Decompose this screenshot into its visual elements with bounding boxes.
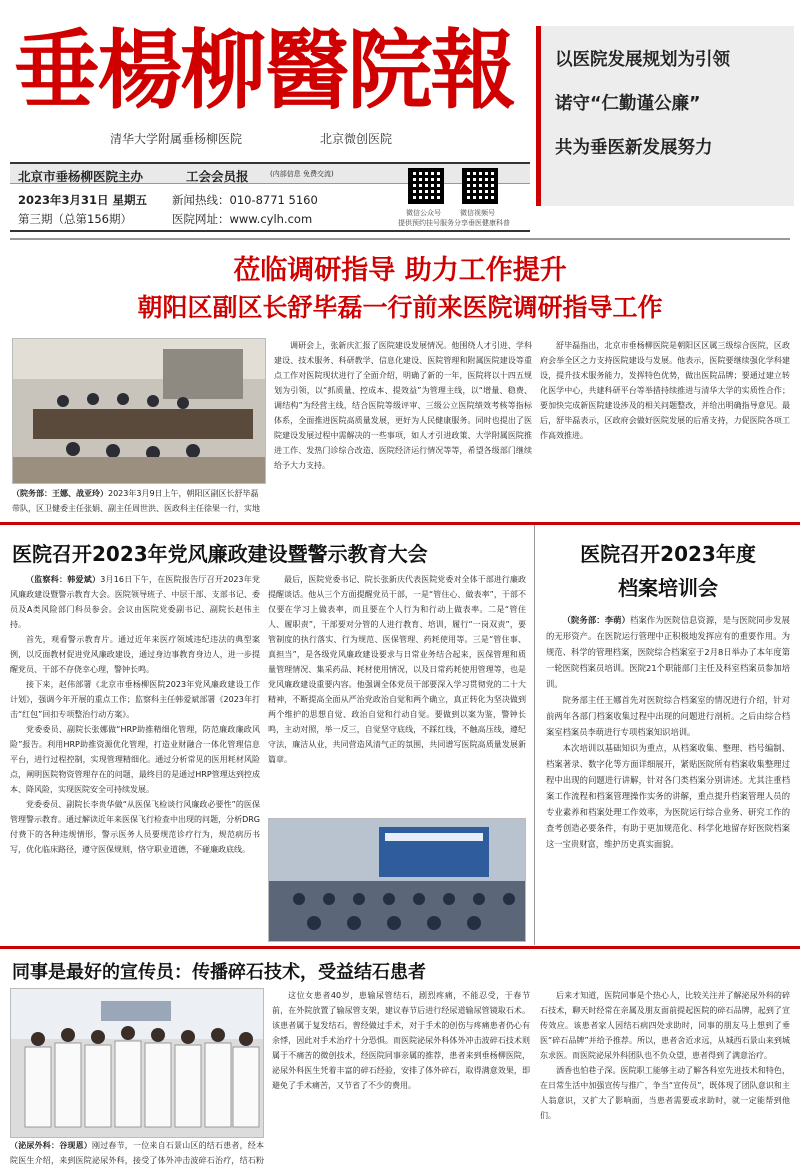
issue-number: 第三期（总第156期） <box>18 212 132 226</box>
article3-credit: （院务部：李萌） <box>562 615 631 625</box>
article4-headline: 同事是最好的宣传员：传播碎石技术，受益结石患者 <box>12 962 426 983</box>
qr2-caption2: 分享垂医健康科普 <box>454 219 510 227</box>
slogan-line-3: 共为垂医新发展努力 <box>555 138 713 158</box>
article3-paragraph-3: 本次培训以基础知识为重点，从档案收集、整理、档号编制、档案著录、数字化等方面详细展开，紧贴医院所有档案收集整理过程中出现的问题进行讲解，针对各门类档案分别讲述。尤其注重档案工作流程和档案管理操作实务的讲解，重点提升档案管理人员的专业素养和档案处理工作效率，为医院运行综合业务、研究工作的查考创造必要条件，有助于更加规范化、科学化地留存好医院档案这一宝贵财富，维护历史真实面貌。 <box>546 743 790 849</box>
auditorium-image <box>269 819 526 942</box>
article2-paragraph-5: 党委委员、副院长李贵华做“从医保飞检谈行风廉政必要性”的医保管理警示教育。通过解读近年来医保飞行检查中出现的问题，分析DRG付费下的各种违规情形，警示医务人员要规范诊疗行为，规范病历书写，优化临床路径，遵守医保规则，恪守职业道德，不碰廉政底线。 <box>10 800 260 854</box>
column-divider <box>534 525 535 945</box>
lead-photo <box>12 338 266 484</box>
wechat-account-qr-icon <box>408 168 444 204</box>
slogan-line-1: 以医院发展规划为引领 <box>555 50 730 70</box>
article4-column-3 <box>540 988 790 1168</box>
host-right: 北京微创医院 <box>320 132 393 146</box>
divider <box>10 238 790 240</box>
article4-column-2 <box>272 988 530 1168</box>
article3-body <box>546 612 790 942</box>
lead-paragraph-3: 舒毕磊指出，北京市垂杨柳医院是朝阳区区属三级综合医院，区政府会举全区之力支持医院建设与发展。他表示，医院要继续强化学科建设，提升技术服务能力，发挥特色优势，做出医院品牌；要通过建立转化医学中心，共建科研平台等举措持续推进与清华大学的实质性合作；要加快完成新医院建设涉及的相关问题整改，并给出明确指导意见。最后，舒毕磊表示，区政府会做好医院发展的后盾支持，力促医院各项工作高效推进。 <box>540 341 790 440</box>
lead-caption <box>12 486 266 516</box>
slogan-line-2: 诺守“仁勤谨公廉” <box>555 94 701 114</box>
article4-caption <box>10 1138 264 1168</box>
article3-paragraph-2: 院务部主任王娜首先对医院综合档案室的情况进行介绍，针对前两年各部门档案收集过程中出现的问题进行剖析。之后由综合档案室档案员李萌进行专项档案知识培训。 <box>546 695 790 737</box>
article3-headline-1: 医院召开2023年度 <box>580 542 756 566</box>
union-note: (内部信息 免费交流) <box>270 170 334 178</box>
lead-caption-text: 2023年3月9日上午，朝阳区副区长舒毕磊带队，区卫健委主任张娟、副主任周世洪、医政科主任徐果一行，实地 <box>12 489 260 513</box>
masthead <box>0 0 800 237</box>
article2-column-2 <box>268 572 526 812</box>
meeting-room-image <box>13 339 266 484</box>
union-paper: 工会会员报 <box>186 169 249 184</box>
article2-headline: 医院召开2023年党风廉政建设暨警示教育大会 <box>12 542 428 566</box>
article2-paragraph-1: 3月16日下午，在医院报告厅召开2023年党风廉政建设暨警示教育大会。医院领导班子、中层干部、支部书记、委员及A类风险部门科员参会。会议由医院党委副书记、副院长赵伟主持。 <box>10 575 260 629</box>
qr1-caption1: 微信公众号 <box>406 209 441 217</box>
article2-paragraph-3: 接下来，赵伟部署《北京市垂杨柳医院2023年党风廉政建设工作计划》，强调今年开展的重点工作；监察科主任韩爱斌部署《2023年打击“红包”回扣专项整治行动方案》。 <box>10 680 260 719</box>
article4-paragraph-2: 这位女患者40岁，患输尿管结石，剧烈疼痛，不能忍受，于春节前，在外院放置了输尿管支架，建议春节后进行经尿道输尿管镜取石术。该患者属于复发结石，曾经做过手术，对于手术的创伤与疼痛患者仍心有余悸，因此对手术治疗十分恐惧。而医院泌尿外科体外冲击波碎石技术则属于不痛苦的微创技术，经医院同事亲属的推荐，患者来到垂杨柳医院，泌尿外科医生凭着丰富的碎石经验，安排了体外碎石，取得满意效果，即避免了手术痛苦，又节省了不少的费用。 <box>272 991 530 1090</box>
article4-paragraph-4: 酒香也怕巷子深。医院职工能够主动了解各科室先进技术和特色，在日常生活中加强宣传与推广，争当“宣传员”，既体现了团队意识和主人翁意识，又扩大了影响面，当患者需要或求助时，就一定能帮到他们。 <box>540 1066 790 1120</box>
host-line <box>30 130 520 154</box>
lead-column-3 <box>540 338 790 518</box>
lead-headline-2: 朝阳区副区长舒毕磊一行前来医院调研指导工作 <box>137 293 663 322</box>
lead-paragraph-2: 调研会上，张新庆汇报了医院建设发展情况。他围绕人才引进、学科建设、技术服务、科研教学、信息化建设、医院管理和附属医院建设等重点工作对医院现状进行了全面介绍，明确了新的一年，医院将以十四五规划为引领，以“抓质量、控成本、提效益”为管理主线，以“增量、稳费、调结构”为经营主线，结合医院等级评审、三级公立医院绩效考核等指标体系，全面推进医院高质量发展，更好为人民健康服务。同时也提出了医院建设发展过程中需解决的一些事项，如人才引进政策、大学附属医院推进工作、发热门诊综合改造、医院经济运行情况等等，希望各级部门继续给予大力支持。 <box>274 341 532 470</box>
issue-date: 2023年3月31日 星期五 <box>18 193 148 207</box>
article4-paragraph-1-start: 刚过春节，一位来自石景山区的结石患者，经本院医生介绍，来到医院泌尿外科，接受了体外冲击波碎石治疗，结石粉 <box>10 1141 264 1165</box>
article2-paragraph-6: 最后，医院党委书记、院长张新庆代表医院党委对全体干部进行廉政提醒谈话。他从三个方面提醒党员干部，一是“管住心、做表率”，干部不仅要在学习上做表率，而且要在个人行为和行动上做表率。二是“管住人、履职责”，干部要对分管的人进行教育、培训，履行“一岗双责”，要管制度的执行落实、行为规范、医保管理、药耗使用等。三是“管住事、真担当”，是各级党风廉政建设要求与日常业务结合起来，医保管理和质量管理情况、集采药品、耗材使用情况，以及日常药耗使用管理等，也是党风廉政建设重要内容。他强调全体党员干部要深入学习贯彻党的二十大精神，不断提高全面从严治党政治自觉和两个确立，真正转化为坚决做到两个维护的思想自觉、政治自觉和行动自觉。要做到以案为鉴，警钟长鸣，主动对照，举一反三，自觉坚守底线，不踩红线，不触高压线，遵纪守法，廉洁从业，共同营造风清气正的氛围，共同谱写医院高质量发展新篇章。 <box>268 575 526 764</box>
hospital-website: 医院网址：www.cylh.com <box>172 212 313 226</box>
host-left: 清华大学附属垂杨柳医院 <box>110 132 243 146</box>
article3-headline-2: 档案培训会 <box>618 576 718 600</box>
news-hotline: 新闻热线：010-8771 5160 <box>172 193 318 207</box>
section-rule-2 <box>0 946 800 949</box>
article4-paragraph-3: 后来才知道，医院同事是个热心人，比较关注并了解泌尿外科的碎石技术，聊天时经常在亲属及朋友面前提起医院的碎石品牌，起到了宣传效应。该患者家人因结石病四处求助时，同事的朋友马上想到了垂医“碎石品牌”并给予推荐。所以，患者舍近求远，从城西石景山来到城东求医。而医院泌尿外科团队也不负众望，患者得到了满意治疗。 <box>540 991 790 1060</box>
article3-paragraph-1: 档案作为医院信息资源，是与医院同步发展的无形资产。在医院运行管理中正积极地发挥应有的重要作用。为规范、科学的管理档案，医院综合档案室于2月8日举办了本年度第一轮医院档案员培训。医院21个职能部门主任及科室档案员参加培训。 <box>546 615 790 689</box>
article2-paragraph-4: 党委委员、副院长张娜做“HRP助推精细化管理，防范廉政廉政风险”报告。利用HRP助推资源优化管理，打造业财融合一体化管理信息平台，进行过程控制，实现管理精细化。通过分析常见的医用耗材风险点，阐明医院物资管理存在的问题，最终目的是通过HRP管理达到控成本、降风险，实现医院安全可持续发展。 <box>10 725 260 794</box>
lead-caption-credit: （院务部：王娜、战亚玲） <box>12 489 108 498</box>
qr2-caption1: 微信视频号 <box>460 209 495 217</box>
qr1-caption2: 提供预约挂号服务 <box>398 219 454 227</box>
slogan-box <box>536 26 794 206</box>
wechat-video-qr-icon <box>462 168 498 204</box>
sponsor: 北京市垂杨柳医院主办 <box>18 169 144 184</box>
article2-column-1 <box>10 572 260 942</box>
lead-column-2 <box>274 338 532 518</box>
urology-team-image <box>11 989 264 1138</box>
newspaper-logo <box>10 8 520 118</box>
article4-credit: （泌尿外科：谷现恩） <box>10 1141 92 1150</box>
article2-photo <box>268 818 526 942</box>
info-box <box>10 162 530 232</box>
article4-photo <box>10 988 264 1138</box>
article2-paragraph-2: 首先，观看警示教育片。通过近年来医疗领域违纪违法的典型案例，以反面教材促进党风廉政建设，通过身边事教育身边人，进一步提醒党员、干部不存侥幸心理，警钟长鸣。 <box>10 635 260 674</box>
lead-headline-1: 莅临调研指导 助力工作提升 <box>233 255 567 286</box>
section-rule <box>0 522 800 525</box>
logo-text: 垂楊柳醫院報 <box>14 20 515 118</box>
article2-credit: （监察科：韩爱斌） <box>26 575 101 584</box>
